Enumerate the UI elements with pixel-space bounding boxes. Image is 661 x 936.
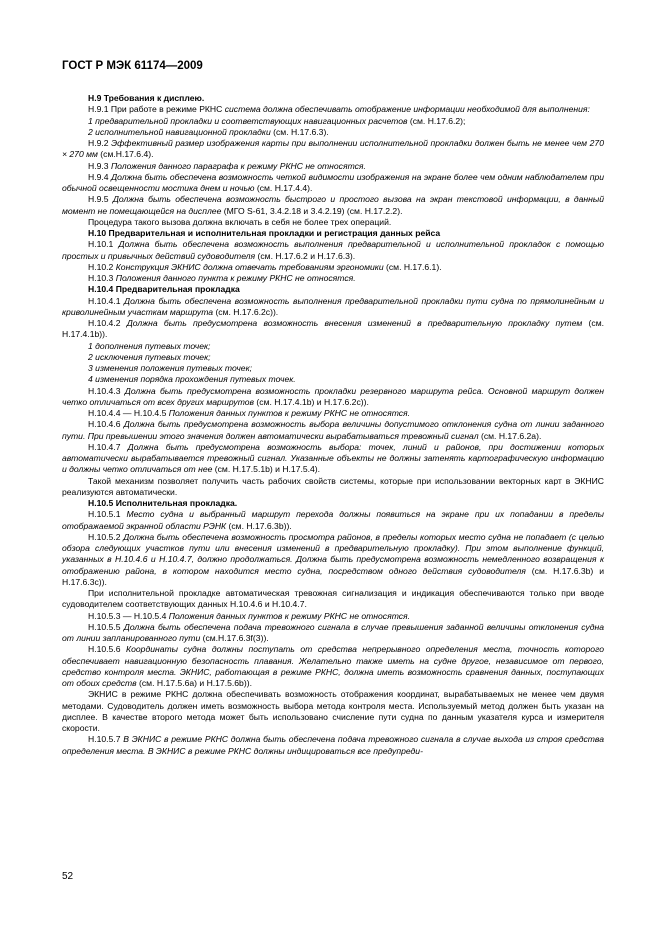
italic-text: 4 изменения порядка прохождения путевых точек. (88, 374, 296, 385)
text-run: Н.10.4.2 (88, 318, 127, 328)
paragraph (62, 386, 604, 409)
text-run: (см. Н.17.6.1). (383, 261, 442, 272)
text-run: (см. Н.17.6.2а). (478, 430, 542, 441)
list-item (62, 127, 604, 138)
italic-text: Конструкция ЭКНИС должна отвечать требованиям эргономики (115, 261, 384, 272)
text-run: Н.10.4.1 (88, 295, 125, 306)
paragraph (62, 239, 604, 262)
italic-text: 2 исполнительной навигационной прокладки (88, 126, 271, 137)
italic-text: Положения данного параграфа к режиму РКНС не относятся. (110, 160, 366, 171)
text-run: Н.10.5.2 (88, 531, 124, 542)
italic-text: 3 изменения положения путевых точек; (88, 363, 253, 373)
text-run: (см. Н.17.6.2); (407, 115, 466, 126)
text-run: При исполнительной прокладке автоматическая тревожная сигнализация и индикация обеспечиваются только при вводе судоводителем соответствующих данных Н.10.4.6 и Н.10.4.7. (62, 588, 604, 610)
italic-text: Должна быть обеспечена возможность выполнения предварительной и исполнительной прокладок с помощью простых и привычных действий судоводителя (62, 239, 604, 261)
text-run: Процедура такого вызова должна включать в себя не более трех операций. (88, 216, 392, 227)
italic-text: 2 исключения путевых точек; (88, 351, 211, 362)
page-header: ГОСТ Р МЭК 61174—2009 (62, 60, 203, 72)
paragraph (62, 532, 604, 588)
paragraph (62, 588, 604, 611)
paragraph (62, 273, 604, 284)
section-heading-text: Н.10 Предварительная и исполнительная прокладки и регистрация данных рейса (88, 228, 441, 238)
paragraph (62, 138, 604, 161)
text-run: (см. Н.17.6.3b) и Н.17.6.3с)). (62, 565, 604, 587)
paragraph (62, 408, 604, 419)
text-run: Н.10.5.7 (88, 734, 124, 745)
italic-text: 1 предварительной прокладки и соответствующих навигационных расчетов (88, 115, 408, 126)
italic-text: Положения данного пункта к режиму РКНС не относятся. (115, 273, 356, 283)
italic-text: Координаты судна должны поступать от средства непрерывного определения места, точность которого обеспечивает навигационную безопасность плавания. Желательно также иметь на судне другое, независимое от первого, средство контроля места. ЭКНИС, работающая в режиме РКНС, должна иметь возможность сравнения данных, поступающих от обоих средств (62, 644, 604, 688)
paragraph (62, 442, 604, 476)
text-run: (см. Н.17.5.6а) и Н.17.5.6b)). (136, 678, 252, 688)
list-item (62, 374, 604, 385)
paragraph (62, 419, 604, 442)
paragraph (62, 622, 604, 645)
text-run: ЭКНИС в режиме РКНС должна обеспечивать возможность отображения координат, вырабатываемых не менее чем двумя методами. Судоводитель должен иметь возможность выбора метода контроля места. Используемый метод должен быть указан на дисплее. В качестве второго метода может быть использовано счисление пути судна по данным указателя курса и измерителя скорости. (62, 689, 604, 733)
text-run: (см. Н.17.4.4). (254, 183, 313, 193)
paragraph (62, 498, 604, 509)
list-item (62, 352, 604, 363)
text-run: Н.10.2 (88, 261, 116, 272)
paragraph (62, 644, 604, 689)
italic-text: Должна быть обеспечена возможность просмотра районов, в пределы которых место судна не попадает (с целью обзора следующих участков пути или внесения изменений в предварительную прокладку). При этом выполнение функций, указанных в Н.10.4.6 и Н.10.4.7, должно продолжаться. Должна быть предусмотрена возможность немедленного возвращения к отображению района, в котором находится место судна, посредством одного действия судоводителя (62, 531, 605, 576)
italic-text: Положения данных пунктов к режиму РКНС не относятся. (168, 610, 411, 621)
italic-text: Должна быть предусмотрена возможность прокладки резервного маршрута рейса. Основной маршрут должен четко отличаться от всех других маршрутов (62, 385, 605, 407)
text-run: Н.9.4 (88, 171, 112, 182)
page-number: 52 (62, 871, 74, 882)
text-run: Н.10.5.1 (88, 509, 127, 520)
italic-text: Должна быть обеспечена подача тревожного сигнала в случае превышения заданной величины отклонения судна от линии запланированного пути (62, 621, 605, 643)
text-run: Н.9.1 При работе в режиме РКНС (88, 104, 225, 115)
italic-text: 1 дополнения путевых точек; (88, 340, 211, 351)
italic-text: Должна быть предусмотрена возможность выбора величины допустимого отклонения судна от линии заданного пути. При превышении этого значения должен автоматически вырабатываться тревожный сигнал (62, 419, 604, 441)
italic-text: Эффективный размер изображения карты при выполнении исполнительной прокладки должен быть не менее чем 270 × 270 мм (62, 138, 604, 160)
text-run: Н.9.2 (88, 138, 112, 148)
list-item (62, 116, 604, 127)
text-run: Н.10.5.5 (88, 621, 124, 632)
section-heading-text: Н.10.5 Исполнительная прокладка. (88, 498, 238, 508)
paragraph (62, 318, 604, 341)
text-run: Н.10.3 (88, 273, 116, 283)
list-item (62, 363, 604, 374)
section-heading-text: Н.9 Требования к дисплею. (88, 93, 205, 103)
paragraph (62, 172, 604, 195)
italic-text: В ЭКНИС в режиме РКНС должна быть обеспечена подача тревожного сигнала в случае выхода из строя средства определения места. В ЭКНИС в режиме РКНС должны индицироваться все предупреди- (62, 734, 604, 756)
italic-text: Должна быть предусмотрена возможность выбора: точек, линий и районов, при достижении которых автоматически вырабатывается тревожный сигнал. Указанные объекты не должны затенять картографическую информацию и должны четко отличаться от нее (62, 441, 604, 475)
paragraph (62, 194, 604, 217)
paragraph (62, 284, 604, 295)
text-run: (см. Н.17.4.1b)). (62, 318, 604, 340)
italic-text: Положения данных пунктов к режиму РКНС не относятся. (168, 408, 411, 418)
text-run: Н.10.5.3 — Н.10.5.4 (88, 610, 169, 621)
document-body (62, 93, 604, 757)
paragraph (62, 228, 604, 239)
text-run: (см. Н.17.4.1b) и Н.17.6.2с)). (254, 396, 369, 407)
italic-text: система должна обеспечивать отображение информации необходимой для выполнения: (224, 104, 590, 115)
paragraph (62, 476, 604, 499)
text-run: (см. Н.17.6.2 и Н.17.6.3). (255, 250, 356, 261)
italic-text: Место судна и выбранный маршрут перехода должны появиться на экране при их попадании в пределы отображаемой экранной области РЭНК (62, 509, 604, 531)
paragraph (62, 296, 604, 319)
section-heading-text: Н.10.4 Предварительная прокладка (88, 284, 240, 295)
italic-text: Должна быть обеспечена возможность быстрого и простого вызова на экран текстовой информации, в данный момент не помещающейся на дисплее (62, 194, 604, 216)
paragraph (62, 104, 604, 115)
text-run: (см.Н.17.6.3f(3)). (200, 633, 269, 643)
text-run: (см. Н.17.6.3b)). (226, 520, 292, 531)
paragraph (62, 93, 604, 104)
text-run: (МГО S-61, 3.4.2.18 и 3.4.2.19) (см. Н.17.2.2). (221, 205, 403, 216)
paragraph (62, 509, 604, 532)
list-item (62, 341, 604, 352)
text-run: Н.10.4.4 — Н.10.4.5 (88, 408, 169, 418)
paragraph (62, 217, 604, 228)
text-run: (см.Н.17.6.4). (97, 149, 154, 160)
paragraph (62, 161, 604, 172)
paragraph (62, 734, 604, 757)
text-run: Н.10.4.3 (88, 385, 125, 396)
italic-text: Должна быть обеспечена возможность четкой видимости изображения на экране более чем одним наблюдателем при обычной освещенности мостика днем и ночью (62, 171, 604, 193)
text-run: Н.10.4.6 (88, 419, 124, 430)
text-run: (см. Н.17.6.3). (270, 126, 329, 137)
text-run: Н.10.5.6 (88, 644, 127, 655)
paragraph (62, 689, 604, 734)
text-run: Н.9.3 (88, 160, 111, 171)
text-run: Н.10.1 (88, 239, 119, 250)
text-run: (см. Н.17.6.2с)). (213, 306, 279, 317)
italic-text: Должна быть предусмотрена возможность внесения изменений в предварительную прокладку путем (126, 318, 583, 328)
italic-text: Должна быть обеспечена возможность выполнения предварительной прокладки пути судна по прямолинейным и криволинейным участкам маршрута (62, 295, 604, 317)
text-run: Такой механизм позволяет получить часть рабочих свойств системы, которые при использовании векторных карт в ЭКНИС реализуются автоматически. (62, 475, 604, 497)
text-run: Н.10.4.7 (88, 441, 128, 452)
paragraph (62, 262, 604, 273)
paragraph (62, 611, 604, 622)
text-run: (см. Н.17.5.1b) и Н.17.5.4). (212, 464, 321, 475)
text-run: Н.9.5 (88, 194, 113, 205)
